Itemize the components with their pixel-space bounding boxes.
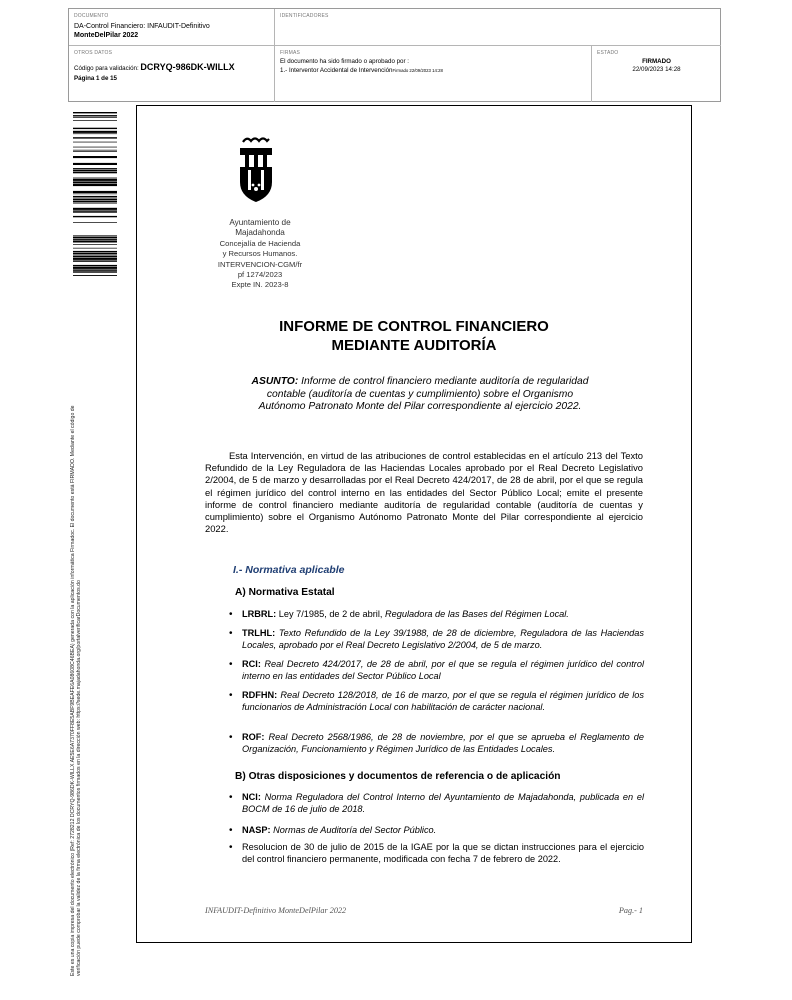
firmante: 1.- Interventor Accidental de Intervención [280, 67, 393, 74]
side-verification-text [70, 296, 83, 976]
list-item-citation: Texto Refundido de la Ley 39/1988, de 28 de diciembre, Reguladora de las Haciendas Locales, aprobado por el Real Decreto Legislativo 2/2004, de 5 de marzo. [242, 628, 644, 650]
list-item-text [242, 690, 644, 714]
list-item-text [242, 792, 644, 816]
otros-datos-cell [69, 46, 275, 102]
barcode-bar [73, 222, 117, 223]
barcode-bar [73, 239, 117, 240]
section-heading-normativa: I.- Normativa aplicable [233, 564, 345, 576]
list-item-plain: Resolucion de 30 de julio de 2015 de la IGAE por la que se dictan instrucciones para el ejercicio del control financiero permanente, modificada con fecha 7 de febrero de 2022. [242, 842, 644, 864]
barcode-bar [73, 172, 117, 173]
barcode-bar [73, 203, 117, 204]
barcode-bar [73, 248, 117, 249]
barcode-bar [73, 237, 117, 238]
org-line4: y Recursos Humanos. [222, 249, 298, 259]
barcode-bar [73, 235, 117, 236]
barcode-bar [73, 208, 117, 210]
barcode-bar [73, 267, 117, 269]
barcode-bar [73, 178, 117, 179]
list-item-abbr: RCI: [242, 659, 265, 669]
barcode-bar [73, 258, 117, 260]
documento-line1: DA-Control Financiero: INFAUDIT-Definitivo [74, 23, 210, 30]
title-line2: MEDIANTE AUDITORÍA [331, 337, 497, 354]
document-page [136, 105, 692, 943]
barcode-bar [73, 244, 117, 245]
firmas-line2 [280, 67, 443, 75]
footer-page-number: Pag.- 1 [618, 906, 643, 915]
list-item-abbr: ROF: [242, 732, 269, 742]
subheading-otras-disposiciones: B) Otras disposiciones y documentos de referencia o de aplicación [235, 771, 561, 782]
list-item-citation: Normas de Auditoría del Sector Público. [273, 825, 437, 835]
barcode-bar [73, 133, 117, 134]
barcode-bar [73, 256, 117, 257]
org-line2: Majadahonda [235, 228, 285, 238]
list-item-text [242, 659, 644, 683]
identificadores-cell [275, 9, 721, 46]
identificadores-label: IDENTIFICADORES [280, 13, 329, 19]
barcode-bar [73, 120, 117, 121]
bullet-icon: • [229, 628, 233, 639]
barcode-bar [73, 170, 117, 171]
org-line7: Expte IN. 2023-8 [231, 280, 289, 290]
barcode-image [73, 112, 117, 276]
documento-label: DOCUMENTO [74, 13, 109, 19]
list-item-abbr: NCI: [242, 792, 265, 802]
barcode-bar [73, 115, 117, 116]
codigo-value: DCRYQ-986DK-WILLX [140, 62, 235, 72]
barcode-bar [73, 147, 117, 148]
org-line1: Ayuntamiento de [229, 218, 291, 227]
estado-label: ESTADO [597, 50, 619, 56]
firmas-label: FIRMAS [280, 50, 301, 56]
barcode-bar [73, 198, 117, 199]
side-text-line2: verificación puede comprobar la validez de la firma electrónica de los documentos firmados en la dirección web: https://sede.majadahonda.org/portalverificarDocumentos.do [76, 580, 83, 976]
asunto-block [245, 376, 595, 414]
bullet-icon: • [229, 732, 233, 743]
list-item-citation: Real Decreto 128/2018, de 16 de marzo, por el que se regula el régimen jurídico de los funcionarios de Administración Local con habilitación de carácter nacional. [242, 690, 644, 712]
barcode-bar [73, 255, 117, 256]
asunto-label: ASUNTO: [251, 376, 299, 387]
list-item-citation: Reguladora de las Bases del Régimen Local. [385, 609, 569, 619]
barcode-bar [73, 216, 117, 217]
barcode-bar [73, 112, 117, 113]
list-item-plain: Ley 7/1985, de 2 de abril, [278, 609, 385, 619]
otros-datos-label: OTROS DATOS [74, 50, 113, 56]
bullet-icon: • [229, 825, 233, 836]
barcode-bar [73, 156, 117, 158]
list-item-abbr: LRBRL: [242, 609, 279, 619]
firmas-line1: El documento ha sido firmado o aprobado por : [280, 58, 409, 65]
bullet-icon: • [229, 690, 233, 701]
bullet-icon: • [229, 609, 233, 620]
page-count: Página 1 de 15 [74, 75, 117, 82]
codigo-label: Código para validación: [74, 65, 139, 72]
barcode-bar [73, 212, 117, 213]
page-footer [205, 906, 643, 915]
barcode-bar [73, 191, 117, 193]
firmas-cell [275, 46, 592, 102]
org-line6: pf 1274/2023 [237, 270, 283, 280]
barcode-bar [73, 269, 117, 270]
list-item-citation: Real Decreto 2568/1986, de 28 de noviembre, por el que se aprueba el Reglamento de Organización, Funcionamiento y Régimen Jurídico de las Entidades Locales. [242, 732, 644, 754]
list-item-abbr: TRLHL: [242, 628, 279, 638]
barcode-bar [73, 253, 117, 254]
barcode-bar [73, 260, 117, 261]
barcode-bar [73, 275, 117, 276]
barcode-bar [73, 240, 117, 242]
list-item-citation: Real Decreto 424/2017, de 28 de abril, por el que se regula el régimen jurídico del control interno en las entidades del Sector Público Local [242, 659, 644, 681]
estado-value: FIRMADO [642, 58, 671, 65]
barcode-bar [73, 137, 117, 138]
list-item-text [242, 842, 644, 866]
barcode-bar [73, 179, 117, 181]
bullet-icon: • [229, 792, 233, 803]
list-item-text [242, 628, 644, 652]
intro-paragraph: Esta Intervención, en virtud de las atribuciones de control establecidas en el artículo 213 del Texto Refundido de la Ley Reguladora de las Haciendas Locales aprobado por el Real Decreto Legislativo 2/2004, de 5 de marzo y desarrolladas por el Real Decreto 424/2017, de 28 de abril, por el que se regula el régimen jurídico del control interno en las entidades del Sector Público Local; emite el presente informe de control financiero mediante auditoría de regularidad contable (auditoría de cuentas y cumplimiento) sobre el Organismo Autónomo Patronato Monte del Pilar correspondiente al ejercicio 2022. [205, 450, 643, 535]
title-line1: INFORME DE CONTROL FINANCIERO [279, 318, 549, 335]
list-item-text [242, 732, 644, 756]
estado-cell [592, 46, 721, 102]
barcode-bar [73, 265, 117, 266]
side-text-line1: Este es una copia impresa del documento electrónico (Ref: 2728212 DCRYQ-986DK-WILLX AE5E6A7370FF8E5ABF9BEAFE6A08608C46BEA) generada con la aplicación informática Firmadoc. El documento está FIRMADO. Mediante el código de [70, 405, 76, 976]
bullet-icon: • [229, 842, 233, 853]
report-title [137, 317, 691, 355]
firmado-fecha: Firmado 22/09/2023 14:28 [392, 68, 443, 73]
bullet-icon: • [229, 659, 233, 670]
list-item-abbr: RDFHN: [242, 690, 281, 700]
organization-block [205, 218, 315, 291]
codigo-validacion [74, 63, 235, 73]
documento-line2: MonteDelPilar 2022 [74, 32, 139, 39]
barcode-bar [73, 196, 117, 197]
org-line5: INTERVENCION-CGM/fr [217, 259, 303, 269]
footer-doc-name: INFAUDIT-Definitivo MonteDelPilar 2022 [205, 906, 347, 915]
barcode-bar [73, 168, 117, 169]
estado-date: 22/09/2023 14:28 [632, 66, 681, 73]
barcode-bar [73, 194, 117, 195]
list-item-citation: Norma Reguladora del Control Interno del Ayuntamiento de Majadahonda, publicada en el BOCM de 16 de julio de 2018. [242, 792, 645, 814]
barcode-bar [73, 150, 117, 151]
barcode-bar [73, 151, 117, 152]
document-header [68, 8, 721, 102]
org-line3: Concejalía de Hacienda [219, 238, 301, 248]
barcode-bar [73, 271, 117, 272]
barcode-bar [73, 117, 117, 118]
barcode-bar [73, 163, 117, 165]
list-item-text [242, 825, 644, 837]
list-item-abbr: NASP: [242, 825, 274, 835]
barcode-bar [73, 131, 117, 133]
asunto-text: Informe de control financiero mediante auditoría de regularidad contable (auditoría de cuentas y cumplimiento) sobre el Organismo Autónomo Patronato Monte del Pilar correspondiente al ejercicio 2022. [258, 376, 589, 413]
barcode-bar [73, 199, 117, 200]
documento-title [74, 22, 210, 40]
barcode-bar [73, 251, 117, 252]
barcode-bar [73, 142, 117, 143]
subheading-normativa-estatal: A) Normativa Estatal [235, 587, 335, 598]
documento-cell [69, 9, 275, 46]
barcode-bar [73, 181, 117, 183]
barcode-bar [73, 184, 117, 186]
list-item-text [242, 609, 644, 621]
barcode-bar [73, 128, 117, 129]
barcode-bar [73, 210, 117, 211]
majadahonda-coat-of-arms-logo [237, 134, 275, 204]
barcode-bar [73, 201, 117, 202]
